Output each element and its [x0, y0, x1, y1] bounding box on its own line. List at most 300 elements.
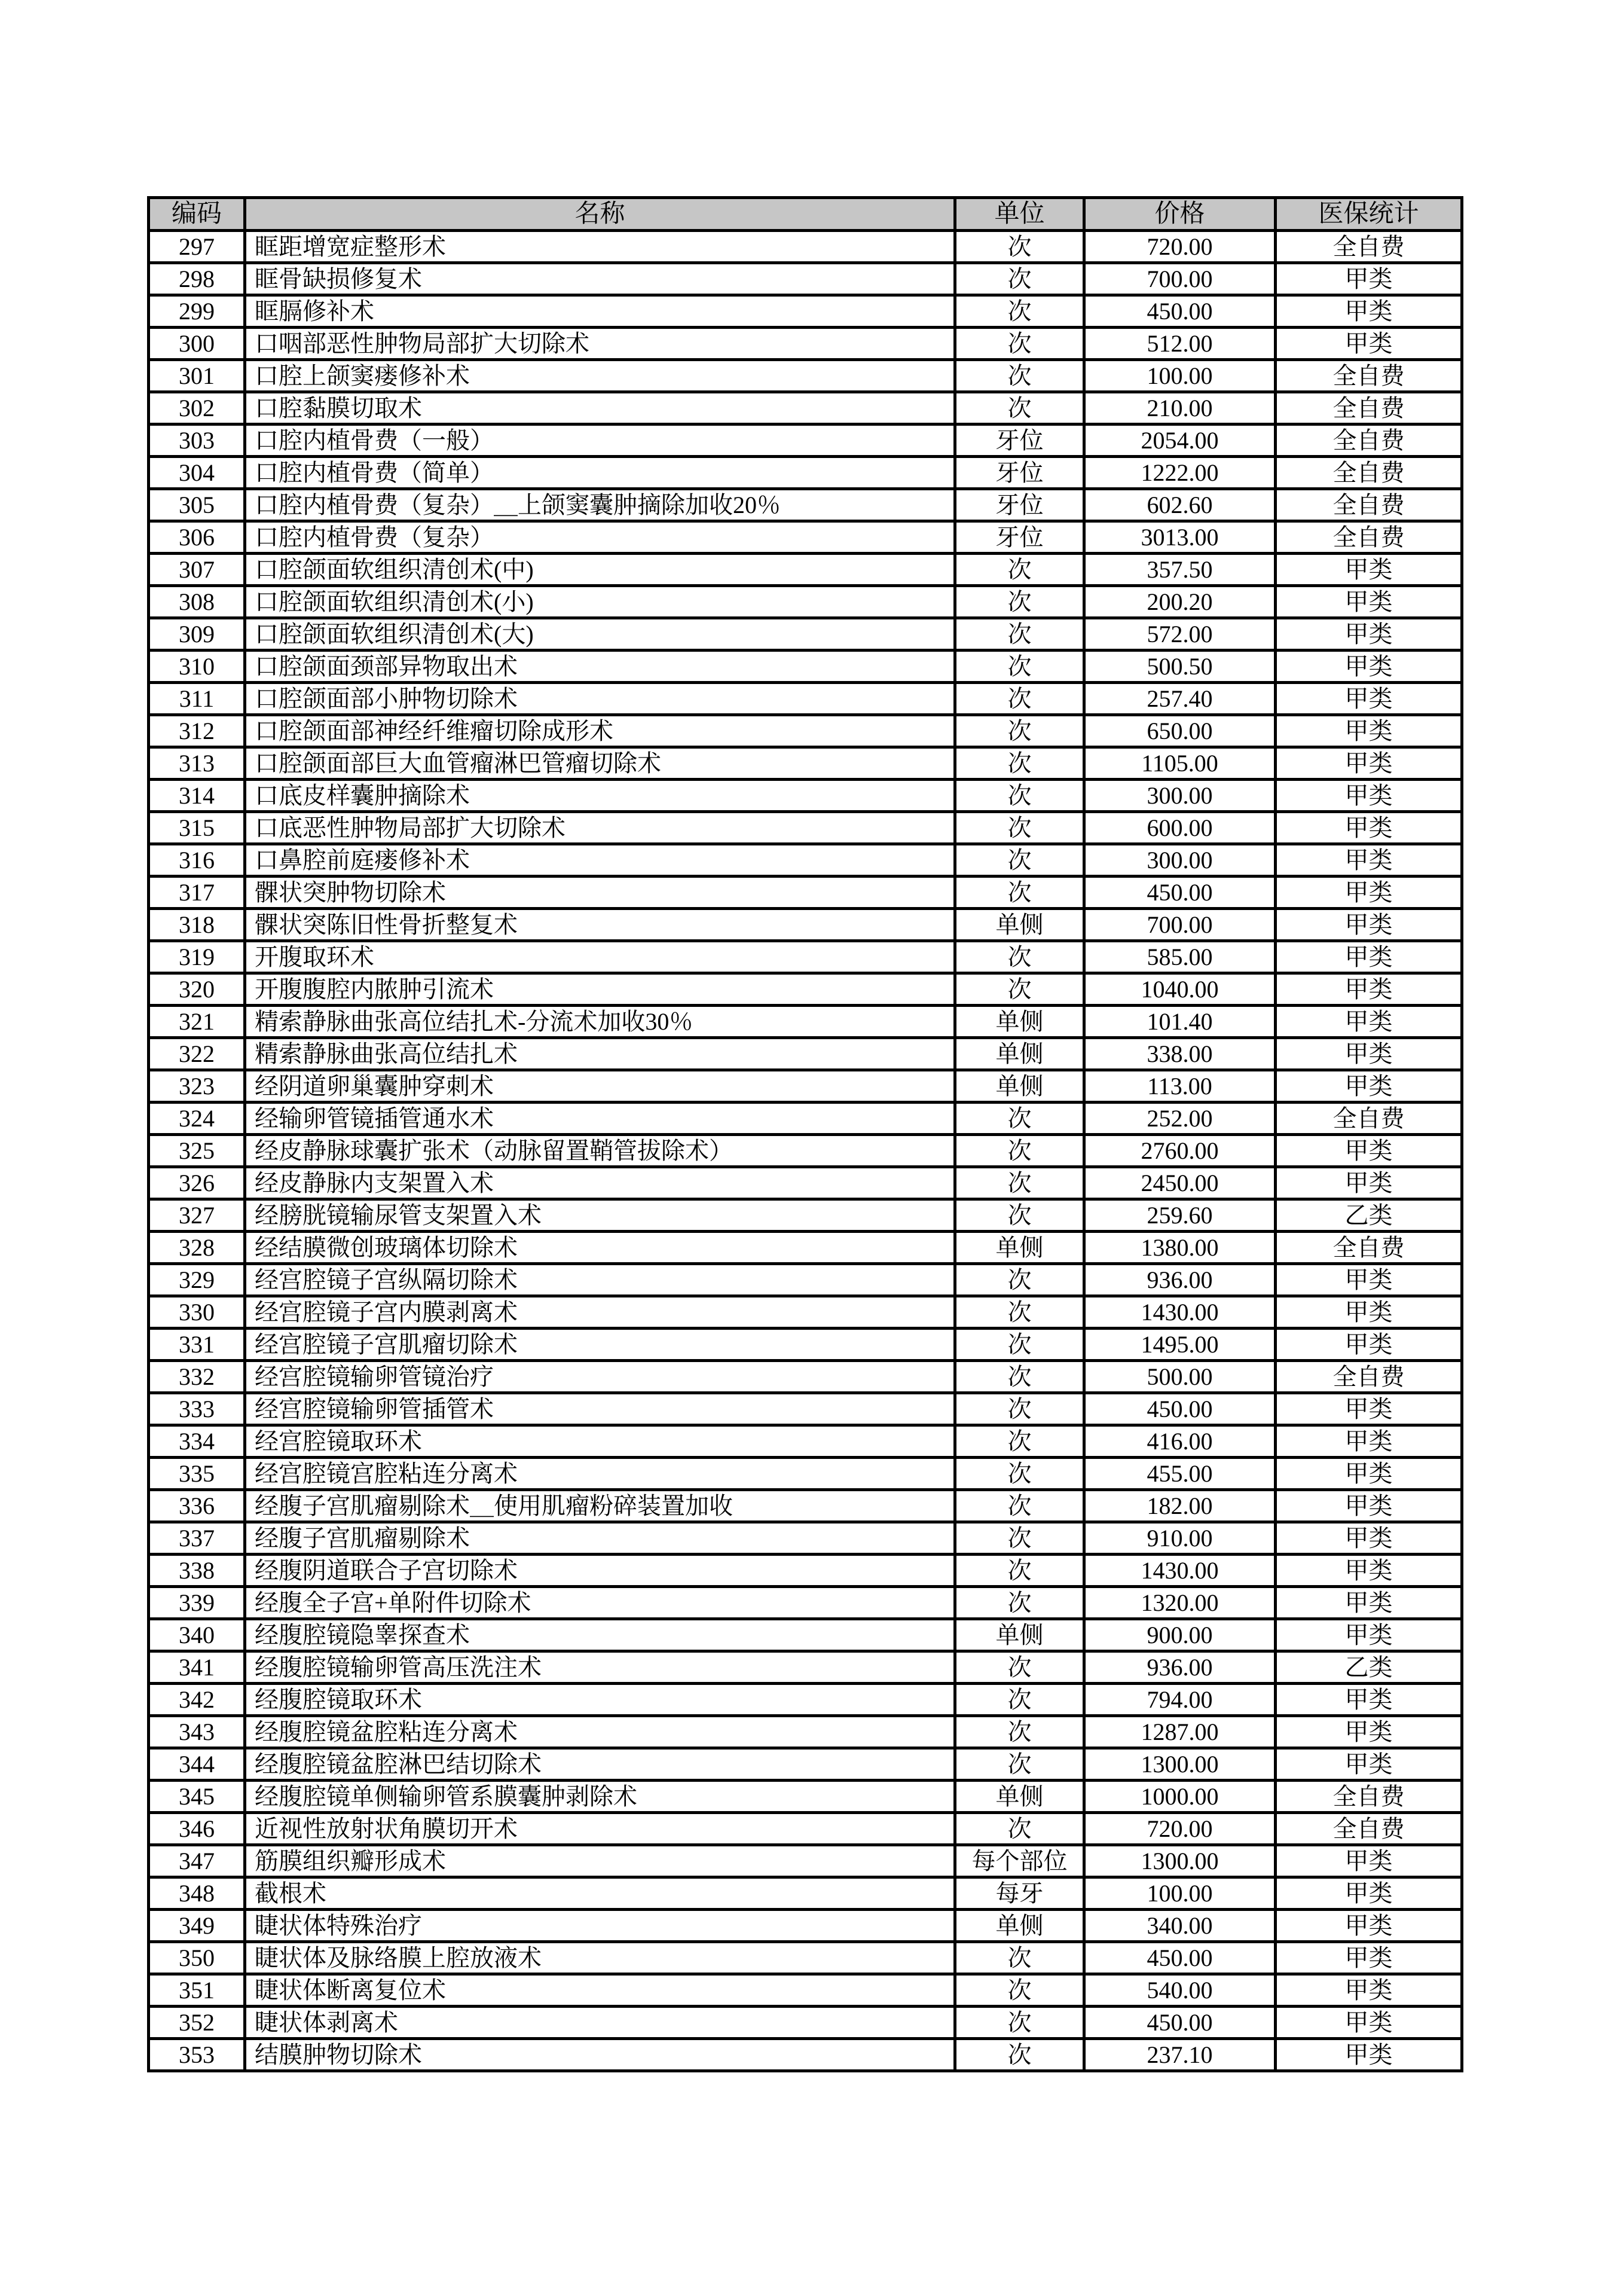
cell-unit: 次 [955, 1974, 1084, 2007]
table-row [149, 1651, 1462, 1684]
cell-code: 311 [149, 683, 245, 715]
cell-unit: 牙位 [955, 425, 1084, 457]
cell-code: 315 [149, 812, 245, 844]
cell-code: 351 [149, 1974, 245, 2007]
cell-name: 经宫腔镜取环术 [245, 1425, 955, 1458]
cell-code: 353 [149, 2039, 245, 2071]
cell-insurance: 甲类 [1276, 263, 1462, 295]
cell-insurance: 全自费 [1276, 425, 1462, 457]
cell-name: 经腹腔镜盆腔粘连分离术 [245, 1716, 955, 1748]
cell-price: 720.00 [1084, 231, 1276, 263]
cell-price: 101.40 [1084, 1006, 1276, 1038]
cell-name: 开腹取环术 [245, 941, 955, 973]
cell-unit: 单侧 [955, 909, 1084, 941]
cell-code: 344 [149, 1748, 245, 1781]
cell-name: 经皮静脉球囊扩张术（动脉留置鞘管拔除术） [245, 1135, 955, 1167]
table-row [149, 844, 1462, 877]
table-row [149, 1781, 1462, 1813]
cell-insurance: 甲类 [1276, 1522, 1462, 1555]
cell-unit: 单侧 [955, 1781, 1084, 1813]
table-row [149, 1522, 1462, 1555]
cell-insurance: 甲类 [1276, 1329, 1462, 1361]
price-table [147, 196, 1463, 2072]
cell-unit: 单侧 [955, 1038, 1084, 1070]
table-row [149, 877, 1462, 909]
cell-insurance: 甲类 [1276, 618, 1462, 651]
cell-name: 口底皮样囊肿摘除术 [245, 780, 955, 812]
table-row [149, 1813, 1462, 1845]
cell-name: 口咽部恶性肿物局部扩大切除术 [245, 328, 955, 360]
table-row [149, 1974, 1462, 2007]
cell-code: 322 [149, 1038, 245, 1070]
cell-insurance: 全自费 [1276, 489, 1462, 521]
cell-price: 200.20 [1084, 586, 1276, 618]
cell-name: 经宫腔镜宫腔粘连分离术 [245, 1458, 955, 1490]
cell-unit: 次 [955, 586, 1084, 618]
cell-price: 650.00 [1084, 715, 1276, 747]
cell-unit: 单侧 [955, 1232, 1084, 1264]
table-header [149, 198, 1462, 231]
cell-name: 口腔颌面软组织清创术(大) [245, 618, 955, 651]
cell-unit: 次 [955, 1748, 1084, 1781]
table-row [149, 231, 1462, 263]
cell-unit: 次 [955, 715, 1084, 747]
cell-name: 口腔颌面软组织清创术(中) [245, 554, 955, 586]
table-row [149, 392, 1462, 425]
table-row [149, 1232, 1462, 1264]
cell-name: 口腔上颌窦瘘修补术 [245, 360, 955, 392]
cell-name: 经腹子宫肌瘤剔除术＿使用肌瘤粉碎装置加收 [245, 1490, 955, 1522]
cell-code: 339 [149, 1587, 245, 1619]
cell-code: 318 [149, 909, 245, 941]
table-row [149, 1748, 1462, 1781]
cell-name: 口腔颌面颈部异物取出术 [245, 651, 955, 683]
cell-name: 经阴道卵巢囊肿穿刺术 [245, 1070, 955, 1103]
cell-insurance: 甲类 [1276, 1619, 1462, 1651]
cell-name: 睫状体特殊治疗 [245, 1910, 955, 1942]
cell-name: 眶骨缺损修复术 [245, 263, 955, 295]
cell-price: 602.60 [1084, 489, 1276, 521]
cell-code: 310 [149, 651, 245, 683]
cell-insurance: 甲类 [1276, 1135, 1462, 1167]
table-row [149, 1361, 1462, 1393]
cell-price: 900.00 [1084, 1619, 1276, 1651]
cell-code: 307 [149, 554, 245, 586]
cell-name: 睫状体及脉络膜上腔放液术 [245, 1942, 955, 1974]
cell-code: 352 [149, 2007, 245, 2039]
cell-insurance: 全自费 [1276, 1781, 1462, 1813]
cell-insurance: 全自费 [1276, 1232, 1462, 1264]
col-header-insurance: 医保统计 [1276, 198, 1462, 231]
cell-price: 237.10 [1084, 2039, 1276, 2071]
cell-price: 252.00 [1084, 1103, 1276, 1135]
cell-insurance: 全自费 [1276, 1361, 1462, 1393]
col-header-price: 价格 [1084, 198, 1276, 231]
cell-unit: 次 [955, 1296, 1084, 1329]
cell-unit: 牙位 [955, 521, 1084, 554]
cell-code: 324 [149, 1103, 245, 1135]
cell-code: 303 [149, 425, 245, 457]
cell-insurance: 甲类 [1276, 1458, 1462, 1490]
cell-name: 口腔颌面部神经纤维瘤切除成形术 [245, 715, 955, 747]
cell-price: 936.00 [1084, 1651, 1276, 1684]
cell-price: 259.60 [1084, 1199, 1276, 1232]
table-row [149, 1555, 1462, 1587]
cell-name: 髁状突陈旧性骨折整复术 [245, 909, 955, 941]
cell-price: 700.00 [1084, 263, 1276, 295]
col-header-code: 编码 [149, 198, 245, 231]
cell-price: 113.00 [1084, 1070, 1276, 1103]
table-row [149, 425, 1462, 457]
cell-unit: 次 [955, 231, 1084, 263]
cell-code: 316 [149, 844, 245, 877]
cell-insurance: 甲类 [1276, 1070, 1462, 1103]
cell-insurance: 全自费 [1276, 1103, 1462, 1135]
cell-name: 经宫腔镜输卵管插管术 [245, 1393, 955, 1425]
table-row [149, 521, 1462, 554]
table-row [149, 1490, 1462, 1522]
cell-code: 325 [149, 1135, 245, 1167]
cell-unit: 单侧 [955, 1006, 1084, 1038]
cell-name: 口腔内植骨费（复杂） [245, 521, 955, 554]
cell-unit: 次 [955, 973, 1084, 1006]
table-row [149, 1458, 1462, 1490]
cell-name: 经腹腔镜输卵管高压洗注术 [245, 1651, 955, 1684]
cell-code: 299 [149, 295, 245, 328]
cell-insurance: 甲类 [1276, 1006, 1462, 1038]
cell-unit: 次 [955, 1199, 1084, 1232]
table-row [149, 1264, 1462, 1296]
cell-name: 截根术 [245, 1877, 955, 1910]
cell-name: 经膀胱镜输尿管支架置入术 [245, 1199, 955, 1232]
cell-name: 精索静脉曲张高位结扎术 [245, 1038, 955, 1070]
cell-unit: 次 [955, 1813, 1084, 1845]
cell-price: 585.00 [1084, 941, 1276, 973]
cell-price: 720.00 [1084, 1813, 1276, 1845]
cell-code: 331 [149, 1329, 245, 1361]
cell-unit: 次 [955, 1555, 1084, 1587]
cell-name: 经腹阴道联合子宫切除术 [245, 1555, 955, 1587]
cell-unit: 单侧 [955, 1910, 1084, 1942]
cell-insurance: 甲类 [1276, 554, 1462, 586]
table-row [149, 780, 1462, 812]
table-row [149, 1587, 1462, 1619]
cell-price: 500.50 [1084, 651, 1276, 683]
cell-code: 343 [149, 1716, 245, 1748]
cell-unit: 次 [955, 877, 1084, 909]
cell-unit: 次 [955, 651, 1084, 683]
cell-insurance: 全自费 [1276, 231, 1462, 263]
cell-price: 1430.00 [1084, 1555, 1276, 1587]
cell-insurance: 甲类 [1276, 1038, 1462, 1070]
cell-price: 338.00 [1084, 1038, 1276, 1070]
table-row [149, 1167, 1462, 1199]
cell-unit: 次 [955, 941, 1084, 973]
table-row [149, 1425, 1462, 1458]
cell-unit: 次 [955, 1458, 1084, 1490]
cell-insurance: 甲类 [1276, 1167, 1462, 1199]
table-row [149, 1135, 1462, 1167]
cell-name: 眶膈修补术 [245, 295, 955, 328]
cell-unit: 单侧 [955, 1070, 1084, 1103]
table-row [149, 1942, 1462, 1974]
cell-price: 210.00 [1084, 392, 1276, 425]
cell-code: 342 [149, 1684, 245, 1716]
cell-unit: 次 [955, 812, 1084, 844]
cell-insurance: 甲类 [1276, 973, 1462, 1006]
cell-insurance: 全自费 [1276, 360, 1462, 392]
cell-unit: 次 [955, 1522, 1084, 1555]
cell-insurance: 全自费 [1276, 521, 1462, 554]
cell-unit: 次 [955, 780, 1084, 812]
cell-price: 257.40 [1084, 683, 1276, 715]
table-row [149, 747, 1462, 780]
cell-insurance: 甲类 [1276, 941, 1462, 973]
cell-unit: 单侧 [955, 1619, 1084, 1651]
cell-insurance: 甲类 [1276, 1716, 1462, 1748]
table-row [149, 1877, 1462, 1910]
cell-unit: 次 [955, 295, 1084, 328]
cell-price: 300.00 [1084, 844, 1276, 877]
cell-insurance: 甲类 [1276, 2007, 1462, 2039]
cell-unit: 次 [955, 1942, 1084, 1974]
cell-unit: 次 [955, 747, 1084, 780]
cell-code: 333 [149, 1393, 245, 1425]
cell-unit: 每牙 [955, 1877, 1084, 1910]
cell-insurance: 甲类 [1276, 586, 1462, 618]
cell-unit: 次 [955, 2039, 1084, 2071]
cell-name: 睫状体断离复位术 [245, 1974, 955, 2007]
cell-price: 100.00 [1084, 1877, 1276, 1910]
cell-insurance: 甲类 [1276, 1845, 1462, 1877]
cell-price: 455.00 [1084, 1458, 1276, 1490]
cell-price: 450.00 [1084, 1393, 1276, 1425]
table-row [149, 1393, 1462, 1425]
table-row [149, 683, 1462, 715]
table-body [149, 231, 1462, 2071]
cell-price: 1105.00 [1084, 747, 1276, 780]
cell-insurance: 乙类 [1276, 1199, 1462, 1232]
cell-unit: 次 [955, 263, 1084, 295]
cell-insurance: 甲类 [1276, 2039, 1462, 2071]
cell-insurance: 全自费 [1276, 457, 1462, 489]
cell-unit: 次 [955, 1135, 1084, 1167]
cell-unit: 次 [955, 2007, 1084, 2039]
cell-price: 300.00 [1084, 780, 1276, 812]
cell-insurance: 甲类 [1276, 1877, 1462, 1910]
cell-insurance: 甲类 [1276, 1490, 1462, 1522]
cell-price: 357.50 [1084, 554, 1276, 586]
table-row [149, 586, 1462, 618]
cell-price: 1430.00 [1084, 1296, 1276, 1329]
cell-insurance: 全自费 [1276, 392, 1462, 425]
cell-insurance: 甲类 [1276, 747, 1462, 780]
table-row [149, 360, 1462, 392]
cell-code: 349 [149, 1910, 245, 1942]
cell-code: 309 [149, 618, 245, 651]
table-row [149, 489, 1462, 521]
cell-insurance: 甲类 [1276, 328, 1462, 360]
table-row [149, 2039, 1462, 2071]
cell-code: 341 [149, 1651, 245, 1684]
cell-unit: 次 [955, 1103, 1084, 1135]
table-row [149, 1684, 1462, 1716]
cell-insurance: 甲类 [1276, 1748, 1462, 1781]
cell-code: 306 [149, 521, 245, 554]
cell-price: 910.00 [1084, 1522, 1276, 1555]
cell-price: 450.00 [1084, 2007, 1276, 2039]
table-row [149, 1103, 1462, 1135]
cell-insurance: 甲类 [1276, 877, 1462, 909]
cell-insurance: 甲类 [1276, 812, 1462, 844]
cell-code: 321 [149, 1006, 245, 1038]
cell-code: 345 [149, 1781, 245, 1813]
cell-code: 335 [149, 1458, 245, 1490]
cell-insurance: 甲类 [1276, 1684, 1462, 1716]
cell-name: 口腔内植骨费（简单） [245, 457, 955, 489]
cell-code: 305 [149, 489, 245, 521]
cell-code: 320 [149, 973, 245, 1006]
table-row [149, 554, 1462, 586]
cell-name: 结膜肿物切除术 [245, 2039, 955, 2071]
table-row [149, 812, 1462, 844]
cell-name: 睫状体剥离术 [245, 2007, 955, 2039]
table-row [149, 618, 1462, 651]
cell-name: 经皮静脉内支架置入术 [245, 1167, 955, 1199]
cell-unit: 每个部位 [955, 1845, 1084, 1877]
cell-name: 经腹全子宫+单附件切除术 [245, 1587, 955, 1619]
cell-insurance: 甲类 [1276, 1974, 1462, 2007]
cell-insurance: 甲类 [1276, 1264, 1462, 1296]
cell-name: 经腹腔镜盆腔淋巴结切除术 [245, 1748, 955, 1781]
cell-insurance: 甲类 [1276, 295, 1462, 328]
table-row [149, 1619, 1462, 1651]
cell-insurance: 甲类 [1276, 1555, 1462, 1587]
cell-price: 512.00 [1084, 328, 1276, 360]
cell-price: 794.00 [1084, 1684, 1276, 1716]
cell-price: 1320.00 [1084, 1587, 1276, 1619]
cell-insurance: 甲类 [1276, 780, 1462, 812]
cell-code: 327 [149, 1199, 245, 1232]
table-row [149, 715, 1462, 747]
cell-name: 经宫腔镜子宫内膜剥离术 [245, 1296, 955, 1329]
cell-code: 334 [149, 1425, 245, 1458]
cell-unit: 次 [955, 1361, 1084, 1393]
cell-unit: 次 [955, 392, 1084, 425]
cell-name: 精索静脉曲张高位结扎术-分流术加收30％ [245, 1006, 955, 1038]
cell-code: 304 [149, 457, 245, 489]
cell-price: 500.00 [1084, 1361, 1276, 1393]
table-row [149, 1006, 1462, 1038]
cell-price: 572.00 [1084, 618, 1276, 651]
cell-insurance: 甲类 [1276, 909, 1462, 941]
cell-price: 540.00 [1084, 1974, 1276, 2007]
cell-code: 300 [149, 328, 245, 360]
cell-insurance: 甲类 [1276, 1910, 1462, 1942]
cell-price: 450.00 [1084, 877, 1276, 909]
table-row [149, 1716, 1462, 1748]
cell-price: 2054.00 [1084, 425, 1276, 457]
cell-code: 350 [149, 1942, 245, 1974]
cell-code: 308 [149, 586, 245, 618]
cell-name: 口腔内植骨费（一般） [245, 425, 955, 457]
cell-unit: 次 [955, 1716, 1084, 1748]
cell-unit: 次 [955, 1490, 1084, 1522]
cell-name: 口底恶性肿物局部扩大切除术 [245, 812, 955, 844]
cell-insurance: 甲类 [1276, 1942, 1462, 1974]
cell-price: 936.00 [1084, 1264, 1276, 1296]
cell-price: 1287.00 [1084, 1716, 1276, 1748]
cell-code: 330 [149, 1296, 245, 1329]
cell-unit: 次 [955, 1167, 1084, 1199]
cell-price: 450.00 [1084, 1942, 1276, 1974]
cell-name: 眶距增宽症整形术 [245, 231, 955, 263]
table-row [149, 909, 1462, 941]
cell-name: 口腔颌面软组织清创术(小) [245, 586, 955, 618]
col-header-name: 名称 [245, 198, 955, 231]
cell-code: 323 [149, 1070, 245, 1103]
cell-code: 336 [149, 1490, 245, 1522]
cell-unit: 次 [955, 844, 1084, 877]
cell-price: 2450.00 [1084, 1167, 1276, 1199]
cell-name: 经宫腔镜输卵管镜治疗 [245, 1361, 955, 1393]
cell-code: 328 [149, 1232, 245, 1264]
cell-price: 1380.00 [1084, 1232, 1276, 1264]
table-row [149, 263, 1462, 295]
cell-code: 348 [149, 1877, 245, 1910]
cell-unit: 次 [955, 1264, 1084, 1296]
cell-name: 开腹腹腔内脓肿引流术 [245, 973, 955, 1006]
cell-name: 经输卵管镜插管通水术 [245, 1103, 955, 1135]
cell-name: 经腹腔镜隐睾探查术 [245, 1619, 955, 1651]
cell-price: 1040.00 [1084, 973, 1276, 1006]
cell-code: 313 [149, 747, 245, 780]
cell-price: 416.00 [1084, 1425, 1276, 1458]
cell-insurance: 甲类 [1276, 1296, 1462, 1329]
cell-name: 口腔颌面部巨大血管瘤淋巴管瘤切除术 [245, 747, 955, 780]
cell-code: 302 [149, 392, 245, 425]
cell-price: 600.00 [1084, 812, 1276, 844]
cell-name: 口腔黏膜切取术 [245, 392, 955, 425]
cell-code: 301 [149, 360, 245, 392]
cell-unit: 次 [955, 1393, 1084, 1425]
cell-insurance: 全自费 [1276, 1813, 1462, 1845]
cell-price: 2760.00 [1084, 1135, 1276, 1167]
cell-name: 经腹腔镜单侧输卵管系膜囊肿剥除术 [245, 1781, 955, 1813]
cell-price: 100.00 [1084, 360, 1276, 392]
cell-insurance: 甲类 [1276, 1425, 1462, 1458]
table-row [149, 2007, 1462, 2039]
cell-code: 312 [149, 715, 245, 747]
cell-code: 338 [149, 1555, 245, 1587]
cell-unit: 牙位 [955, 489, 1084, 521]
table-header-row [149, 198, 1462, 231]
cell-unit: 次 [955, 360, 1084, 392]
cell-unit: 次 [955, 1651, 1084, 1684]
cell-code: 319 [149, 941, 245, 973]
cell-price: 1000.00 [1084, 1781, 1276, 1813]
table-row [149, 941, 1462, 973]
cell-unit: 次 [955, 1684, 1084, 1716]
cell-unit: 次 [955, 683, 1084, 715]
cell-unit: 次 [955, 1329, 1084, 1361]
col-header-unit: 单位 [955, 198, 1084, 231]
cell-code: 298 [149, 263, 245, 295]
table-row [149, 1038, 1462, 1070]
cell-name: 经腹子宫肌瘤剔除术 [245, 1522, 955, 1555]
cell-name: 经腹腔镜取环术 [245, 1684, 955, 1716]
cell-price: 3013.00 [1084, 521, 1276, 554]
